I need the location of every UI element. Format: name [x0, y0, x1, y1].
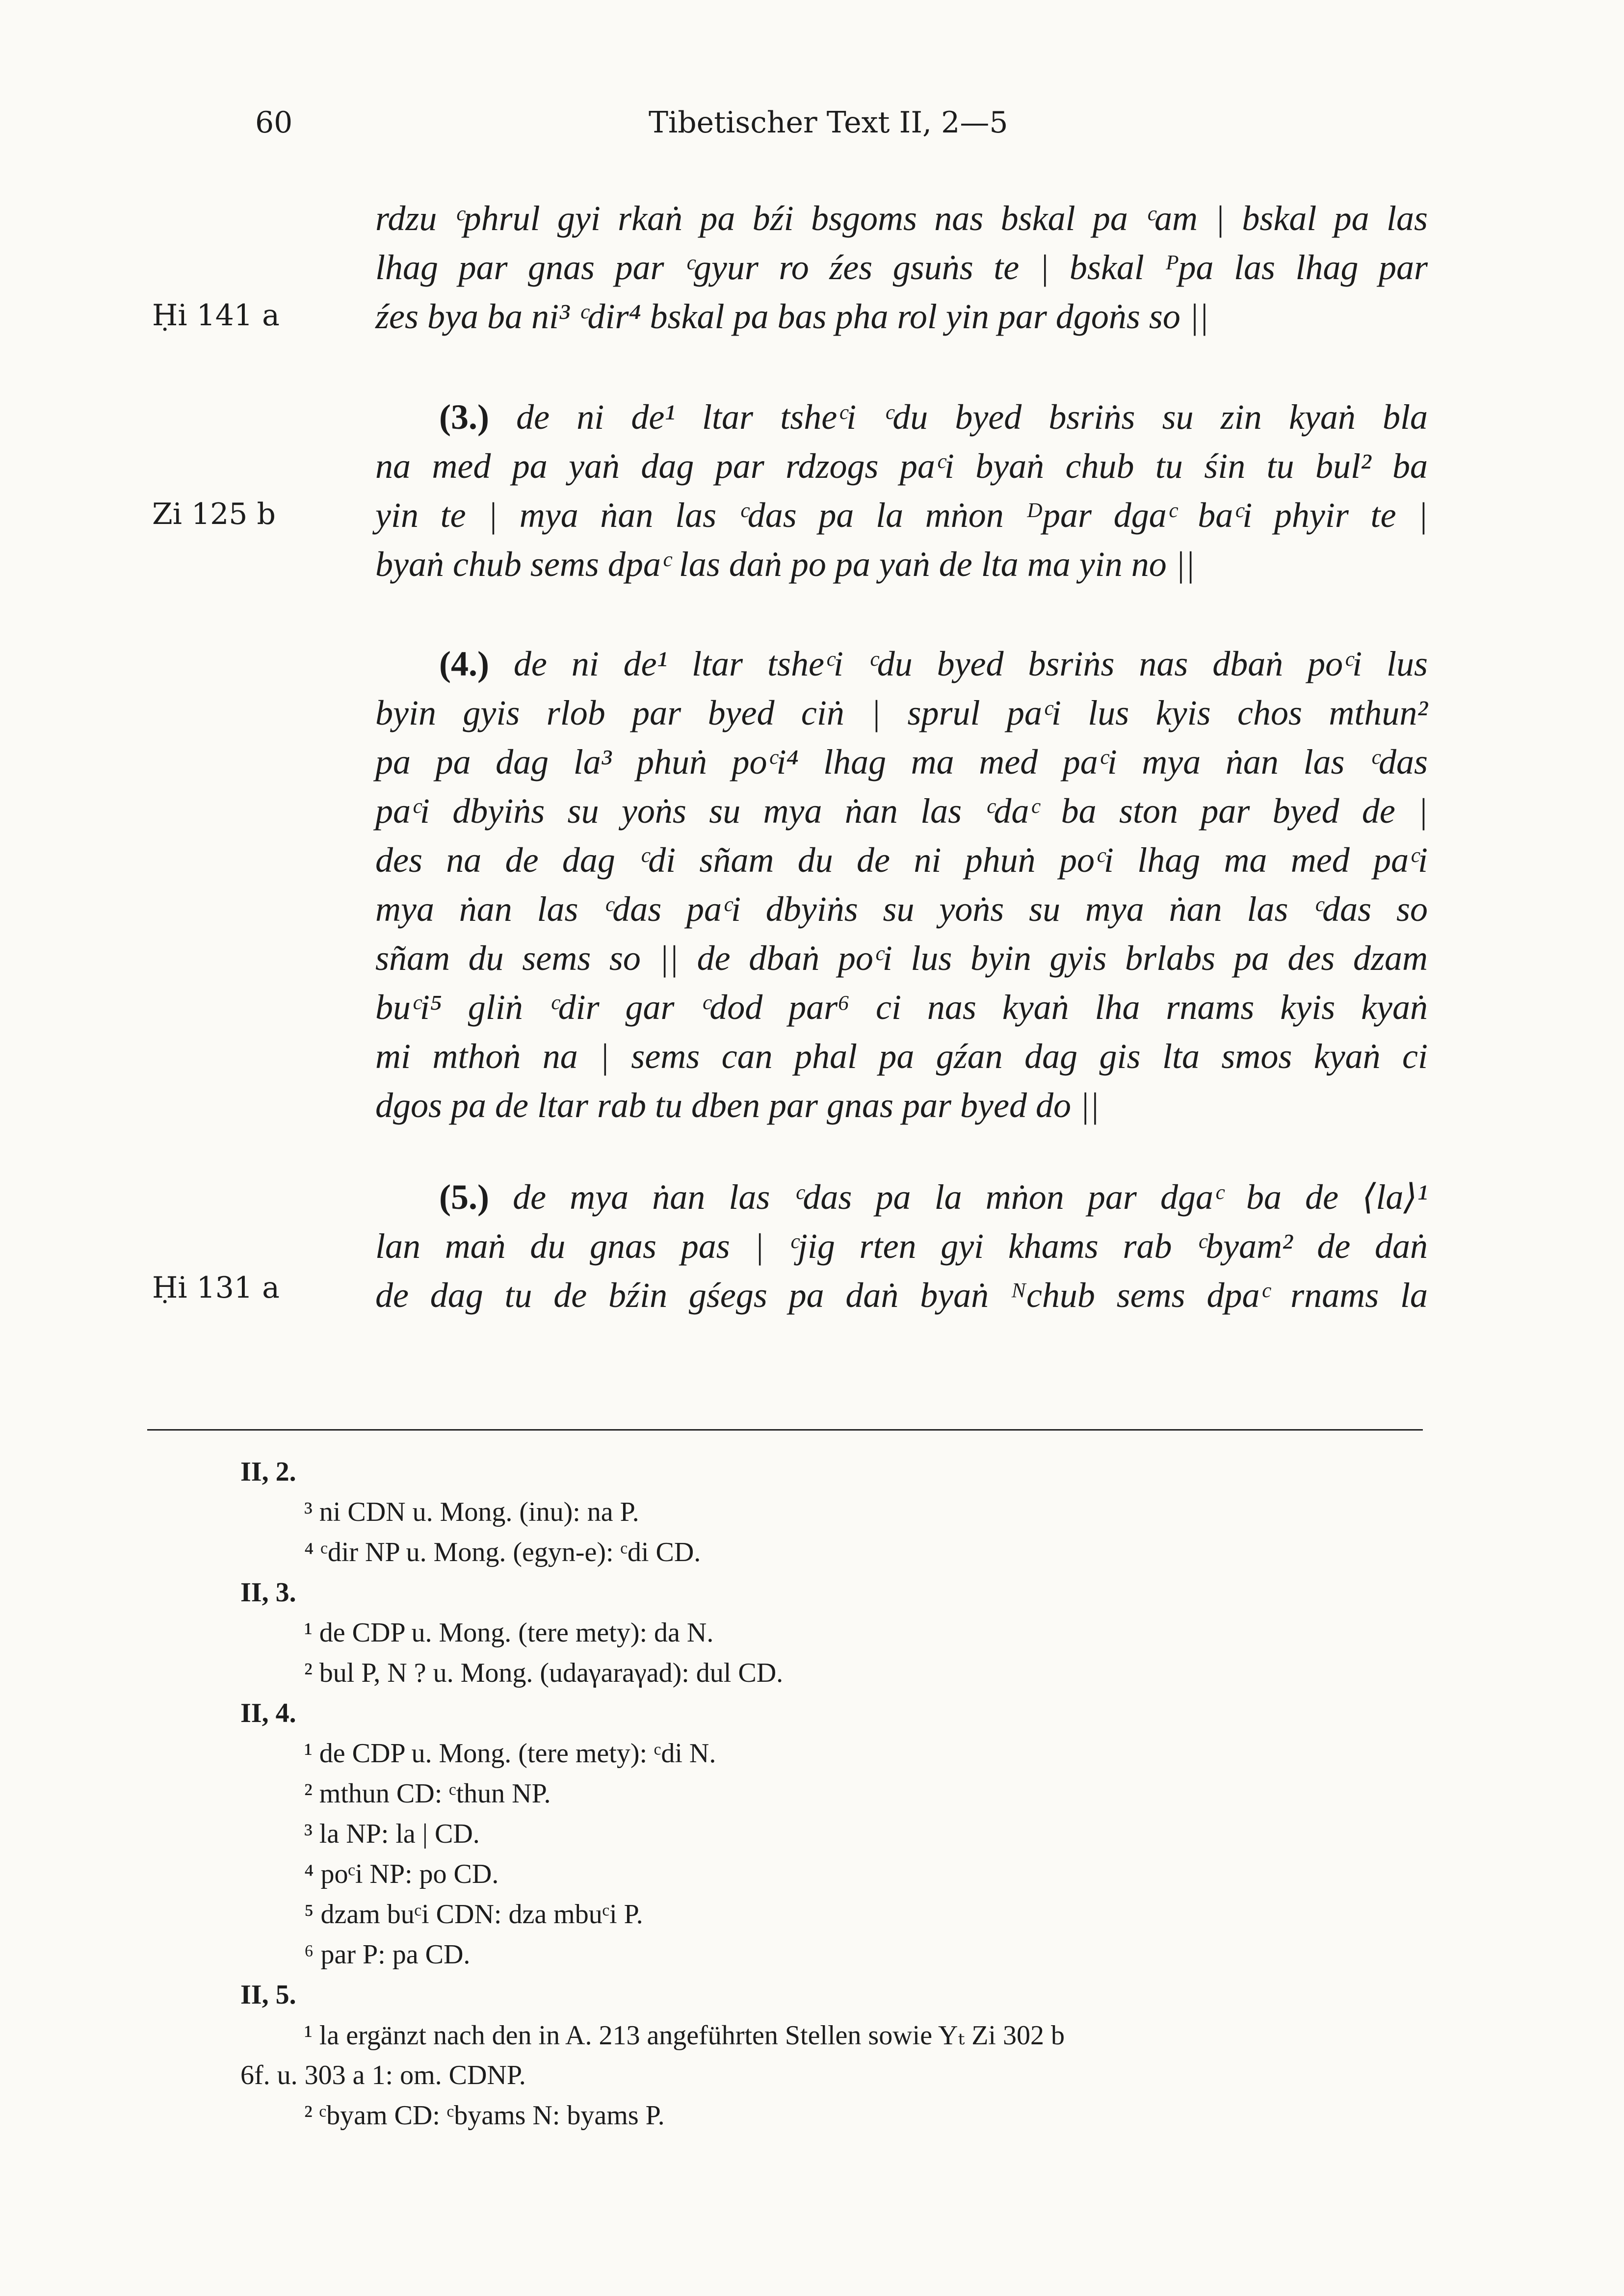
margin-reference: Ḥi 131 a — [152, 1271, 280, 1305]
paragraph-number: (3.) — [439, 397, 489, 437]
footnote: ¹ la ergänzt nach den in A. 213 angeführten Stellen sowie Yₜ Zi 302 b — [304, 2020, 1065, 2051]
text-line: paᶜi dbyiṅs su yoṅs su mya ṅan las ᶜdaᶜ ba ston par byed de | — [375, 791, 1428, 831]
text-line: de dag tu de bźin gśegs pa daṅ byaṅ ᴺchub sems dpaᶜ rnams la — [375, 1276, 1428, 1315]
footnote-rule — [147, 1429, 1423, 1431]
text-line: sñam du sems so || de dbaṅ poᶜi lus byin gyis brlabs pa des dzam — [375, 939, 1428, 978]
text-line — [439, 1173, 1428, 1222]
text-line: źes bya ba ni³ ᶜdir⁴ bskal pa bas pha rol yin par dgoṅs so || — [375, 297, 1209, 336]
text-line: buᶜi⁵ gliṅ ᶜdir gar ᶜdod par⁶ ci nas kyaṅ lha rnams kyis kyaṅ — [375, 988, 1428, 1027]
text-line: lan maṅ du gnas pas | ᶜjig rten gyi khams rab ᶜbyam² de daṅ — [375, 1226, 1428, 1266]
page-number: 60 — [255, 105, 293, 140]
footnote: ³ la NP: la | CD. — [304, 1819, 480, 1849]
text-line-content: de mya ṅan las ᶜdas pa la mṅon par dgaᶜ ba de ⟨la⟩¹ — [513, 1177, 1428, 1217]
text-line — [439, 639, 1428, 688]
running-title: Tibetischer Text II, 2—5 — [649, 105, 1008, 140]
paragraph-number: (5.) — [439, 1177, 489, 1217]
text-line: mi mthoṅ na | sems can phal pa gźan dag gis lta smos kyaṅ ci — [375, 1037, 1428, 1076]
text-line-content: de ni de¹ ltar tsheᶜi ᶜdu byed bsriṅs su zin kyaṅ bla — [516, 397, 1428, 437]
footnote: ³ ni CDN u. Mong. (inu): na P. — [304, 1497, 639, 1527]
footnote-continuation: 6f. u. 303 a 1: om. CDNP. — [240, 2060, 526, 2090]
margin-reference: Zi 125 b — [152, 497, 276, 531]
footnote: ² mthun CD: ᶜthun NP. — [304, 1778, 551, 1809]
footnote: ¹ de CDP u. Mong. (tere mety): ᶜdi N. — [304, 1738, 716, 1769]
text-line: lhag par gnas par ᶜgyur ro źes gsuṅs te | bskal ᴾpa las lhag par — [375, 248, 1428, 287]
text-line: rdzu ᶜphrul gyi rkaṅ pa bźi bsgoms nas bskal pa ᶜam | bskal pa las — [375, 199, 1428, 238]
footnote-section-label: II, 2. — [240, 1457, 296, 1487]
footnote-section-label: II, 4. — [240, 1698, 296, 1728]
footnote: ⁴ poᶜi NP: po CD. — [304, 1859, 499, 1889]
text-line: dgos pa de ltar rab tu dben par gnas par byed do || — [375, 1086, 1100, 1125]
text-line — [439, 392, 1428, 442]
footnote: ⁵ dzam buᶜi CDN: dza mbuᶜi P. — [304, 1899, 643, 1930]
footnote-section-label: II, 5. — [240, 1980, 296, 2010]
footnote-section-label: II, 3. — [240, 1577, 296, 1608]
footnote: ² bul P, N ? u. Mong. (udaγaraγad): dul CD. — [304, 1658, 784, 1688]
text-line: byin gyis rlob par byed ciṅ | sprul paᶜi lus kyis chos mthun² — [375, 693, 1428, 732]
text-line: mya ṅan las ᶜdas paᶜi dbyiṅs su yoṅs su mya ṅan las ᶜdas so — [375, 889, 1428, 929]
footnote: ² ᶜbyam CD: ᶜbyams N: byams P. — [304, 2100, 665, 2131]
text-line-content: de ni de¹ ltar tsheᶜi ᶜdu byed bsriṅs nas dbaṅ poᶜi lus — [513, 644, 1428, 683]
text-line: pa pa dag la³ phuṅ poᶜi⁴ lhag ma med paᶜi mya ṅan las ᶜdas — [375, 742, 1428, 782]
footnote: ⁴ ᶜdir NP u. Mong. (egyn-e): ᶜdi CD. — [304, 1537, 701, 1567]
text-line: yin te | mya ṅan las ᶜdas pa la mṅon ᴰpar dgaᶜ baᶜi phyir te | — [375, 496, 1428, 535]
footnote: ¹ de CDP u. Mong. (tere mety): da N. — [304, 1618, 714, 1648]
text-line: na med pa yaṅ dag par rdzogs paᶜi byaṅ chub tu śin tu bul² ba — [375, 446, 1428, 486]
footnote: ⁶ par P: pa CD. — [304, 1939, 471, 1970]
paragraph-number: (4.) — [439, 644, 489, 683]
text-line: byaṅ chub sems dpaᶜ las daṅ po pa yaṅ de lta ma yin no || — [375, 545, 1195, 584]
text-line: des na de dag ᶜdi sñam du de ni phuṅ poᶜi lhag ma med paᶜi — [375, 840, 1428, 880]
margin-reference: Ḥi 141 a — [152, 298, 280, 333]
